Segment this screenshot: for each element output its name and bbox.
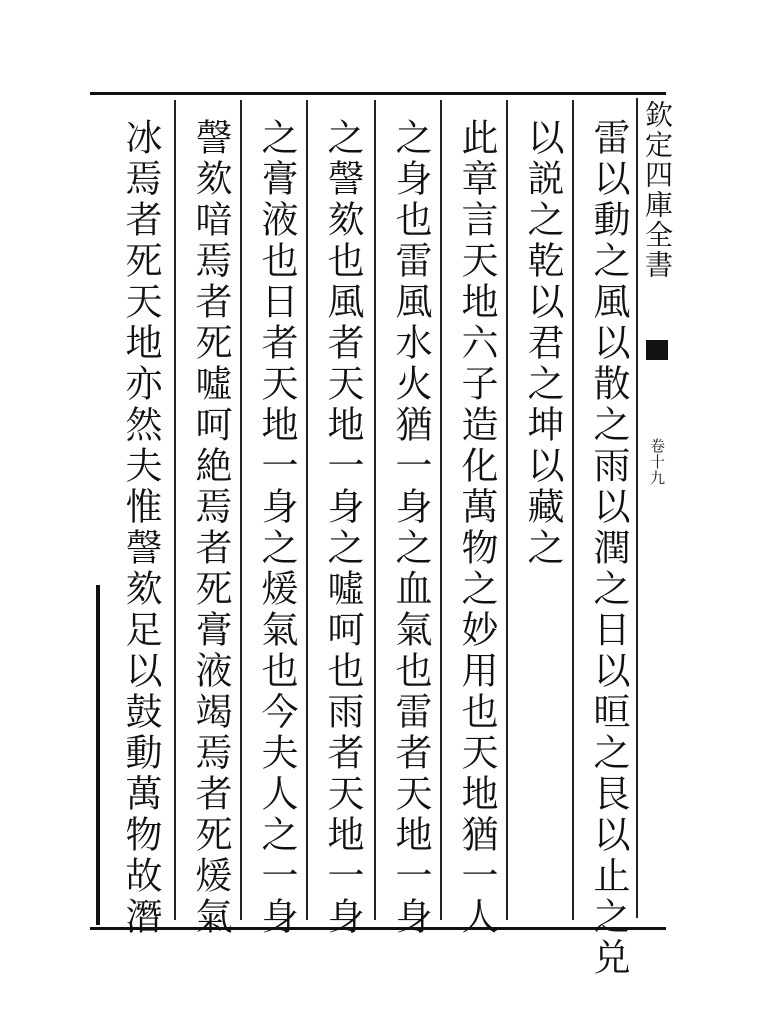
- column-text: 以説之乾以君之坤以藏之: [521, 118, 564, 569]
- text-column: [444, 118, 508, 938]
- fold-mark: [646, 340, 668, 360]
- text-column: [108, 118, 172, 938]
- volume-label: 卷十九: [648, 438, 666, 486]
- text-column: [510, 118, 574, 569]
- column-text: 之謦欬也風者天地一身之噓呵也雨者天地一身: [321, 118, 364, 938]
- column-text: 此章言天地六子造化萬物之妙用也天地猶一人: [455, 118, 498, 938]
- frame-left-border: [96, 585, 100, 925]
- text-column: [244, 118, 308, 938]
- column-text: 冰焉者死天地亦然夫惟謦欬足以鼓動萬物故潛: [119, 118, 162, 938]
- column-text: 之膏液也日者天地一身之煖氣也今夫人之一身: [255, 118, 298, 938]
- column-text: 之身也雷風水火猶一身之血氣也雷者天地一身: [389, 118, 432, 938]
- text-column: [576, 118, 640, 979]
- column-rule: [174, 100, 176, 920]
- text-column: [178, 118, 242, 938]
- text-column: [378, 118, 442, 938]
- book-title: 欽定四庫全書: [641, 100, 674, 280]
- text-column: [310, 118, 374, 938]
- column-rule: [374, 100, 376, 920]
- column-text: 雷以動之風以散之雨以潤之日以晅之艮以止之兑: [587, 118, 630, 979]
- column-text: 謦欬喑焉者死噓呵絶焉者死膏液竭焉者死煖氣: [189, 118, 232, 938]
